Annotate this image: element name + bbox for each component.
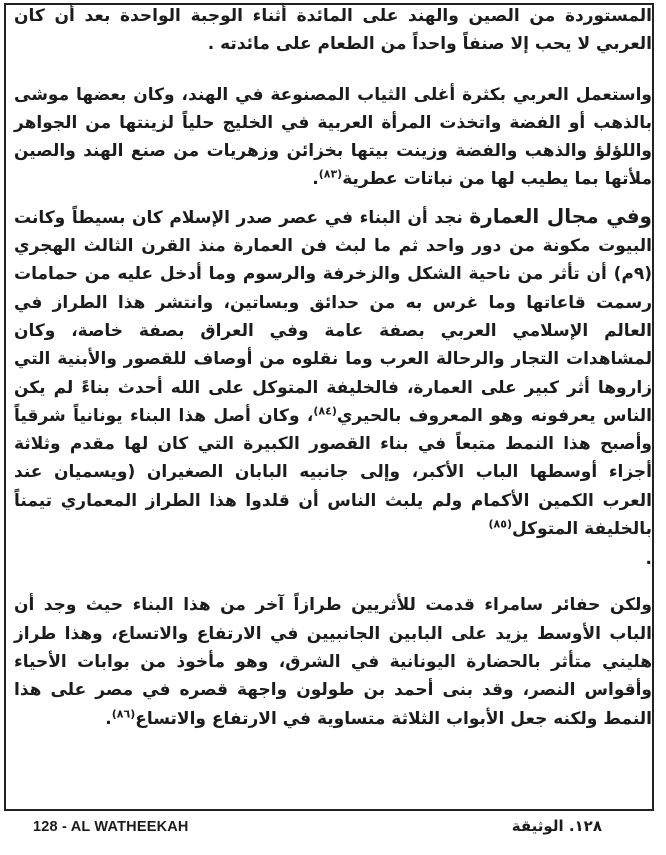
paragraph-text: ولكن حفائر سامراء قدمت للأثريين طرازاً آخر من هذا البناء حيث وجد أن الباب الأوسط يزيد على البابين الجانبيين في الارتفاع والاتساع، وهذا طراز هليني متأثر بالحضارة اليونانية في الشرق، وهو مأخوذ من بوابات الأحياء وأقواس النصر، وقد بنى أحمد بن طولون واجهة قصره في مصر على هذا النمط ولكنه جعل الأبواب الثلاثة متساوية في الارتفاع والاتساع (14, 595, 652, 729)
footnote-ref[interactable]: (٨٥) (488, 517, 512, 531)
footnote-ref[interactable]: (٨٣) (318, 167, 343, 181)
paragraph-text: واستعمل العربي بكثرة أغلى الثياب المصنوعة في الهند، وكان بعضها موشى بالذهب أو الفضة واتخذت المرأة العربية في الخليج حلياً لزينتها من الجواهر واللؤلؤ والذهب والفضة وزينت بيتها بخزائن وزهريات من صنع الهند والصين ملأتها بما يطيب لها من نباتات عطرية (14, 84, 652, 190)
paragraph-2 (14, 81, 652, 194)
footer-page-label-arabic: ١٢٨. الوثيقة (511, 817, 602, 835)
paragraph-4 (14, 591, 652, 732)
stray-mark: . (645, 549, 652, 570)
footer-page-label-latin: 128 - AL WATHEEKAH (33, 819, 189, 835)
section-lead-heading: وفي مجال العمارة (469, 203, 652, 228)
paragraph-1 (14, 2, 652, 59)
page-footer (0, 815, 666, 845)
paragraph-end: . (105, 708, 112, 729)
paragraph-text: المستوردة من الصين والهند على المائدة أثناء الوجبة الواحدة بعد أن كان العربي لا يحب إلا صنفاً واحداً من الطعام على مائدته . (14, 6, 652, 55)
paragraph-text-continued: ، وكان أصل هذا البناء يونانياً شرقياً وأصبح هذا النمط متبعاً في بناء القصور الكبيرة التي كان لها مقدم وثلاثة أجزاء أوسطها الباب الأكبر، وإلى جانبيه البابان الصغيران (ويسميان عند العرب الكمين الأكمام ولم يلبث الناس أن قلدوا هذا الطراز المعماري تيمناً بالخليفة المتوكل (14, 405, 652, 540)
paragraph-end: . (312, 169, 319, 190)
paragraph-text: نجد أن البناء في عصر صدر الإسلام كان بسيطاً وكانت البيوت مكونة من دور واحد ثم ما لبث فن العمارة منذ القرن الثالث الهجري (٩م) أن تأثر من ناحية الشكل والزخرفة والرسوم وما أدخل عليه من حمامات رسمت قاعاتها وما غرس به من حدائق وبساتين، وانتشر هذا الطراز في العالم الإسلامي العربي بصفة عامة وفي العراق بصفة خاصة، وكان لمشاهدات التجار والرحالة العرب وما نقلوه من أوصاف للقصور والأبنية التي زاروها أثر كبير على العمارة، فالخليفة المتوكل على الله أحدث بناءً لم يكن الناس يعرفونه وهو المعروف بالحيري (14, 207, 652, 426)
footnote-ref[interactable]: (٨٤) (313, 404, 337, 418)
footnote-ref[interactable]: (٨٦) (111, 706, 136, 720)
paragraph-3 (14, 202, 652, 544)
article-body (14, 2, 652, 733)
